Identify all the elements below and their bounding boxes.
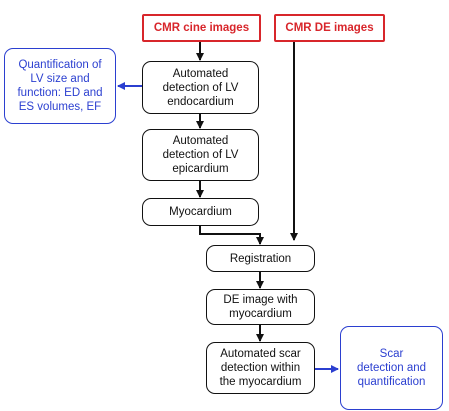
lv-function-output-box [4, 48, 116, 124]
scar-output-line: Scar [379, 348, 404, 360]
scar-output-line: detection and [356, 362, 427, 374]
epicardium-line: detection of LV [162, 149, 239, 161]
de-images-input-box [274, 14, 385, 42]
registration-box [206, 245, 315, 272]
scar-detection-line: Automated scar [220, 348, 301, 360]
endocardium-detection-box [142, 61, 259, 114]
myocardium-box [142, 198, 259, 226]
endocardium-line: Automated [172, 67, 229, 80]
epicardium-line: Automated [172, 135, 229, 147]
registration-label: Registration [229, 252, 292, 265]
lv-function-line: ES volumes, EF [18, 101, 102, 113]
scar-quantification-output-box [340, 326, 443, 410]
arrow-myocardium-to-registration [200, 226, 260, 244]
scar-output-line: quantification [357, 376, 426, 388]
de-image-line: myocardium [229, 308, 292, 320]
de-image-with-myocardium-box [206, 289, 315, 325]
de-image-line: DE image with [223, 294, 298, 306]
myocardium-label: Myocardium [169, 206, 232, 218]
cine-images-input-box [142, 14, 261, 42]
epicardium-detection-box [142, 129, 259, 181]
scar-detection-box [206, 342, 315, 394]
lv-function-line: LV size and [30, 73, 90, 85]
endocardium-line: endocardium [167, 95, 234, 108]
epicardium-line: epicardium [172, 163, 229, 175]
scar-detection-line: detection within [220, 362, 301, 374]
lv-function-line: Quantification of [18, 59, 102, 71]
cine-images-label: CMR cine images [153, 22, 250, 34]
lv-function-line: function: ED and [17, 87, 103, 99]
de-images-label: CMR DE images [285, 22, 374, 34]
scar-detection-line: the myocardium [219, 376, 302, 388]
endocardium-line: detection of LV [162, 81, 239, 94]
